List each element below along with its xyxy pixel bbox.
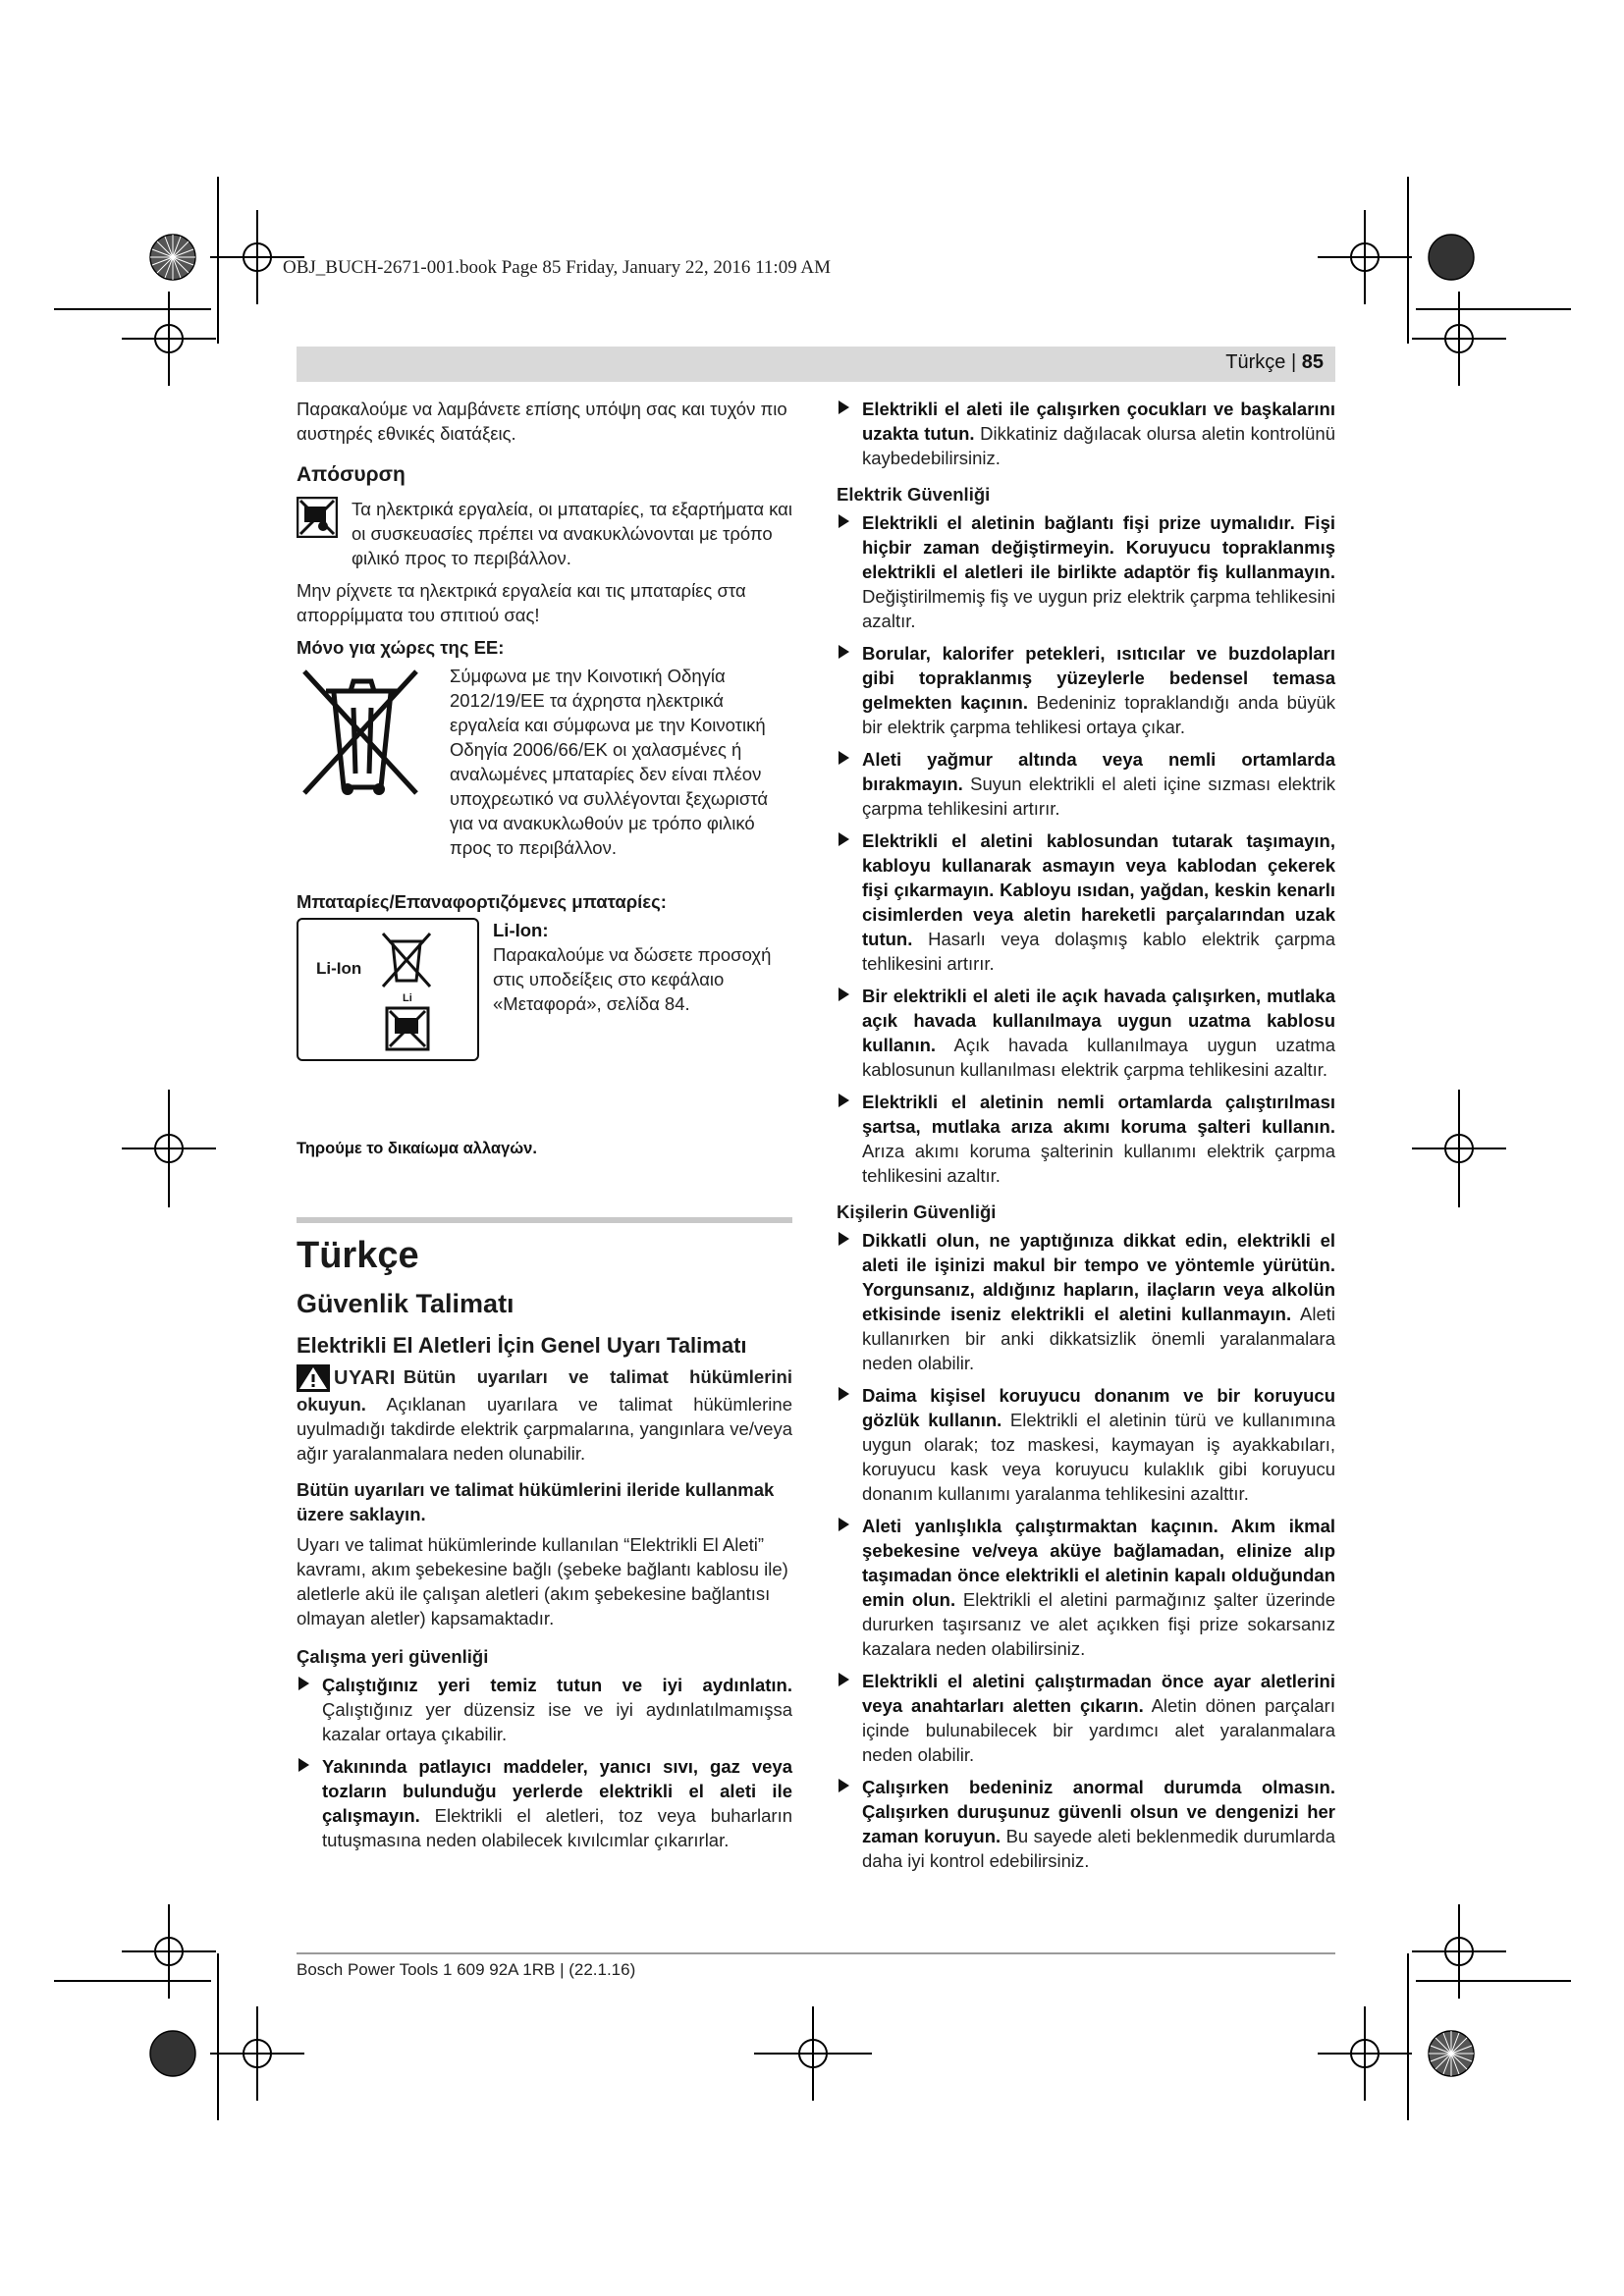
liion-title: Li-Ion:: [493, 920, 549, 940]
safety-title: Güvenlik Talimatı: [297, 1289, 514, 1318]
disposal-block: [297, 497, 792, 570]
list-item: Çalıştığınız yeri temiz tutun ve iyi aydınlatın. Çalıştığınız yer düzensiz ise ve iyi aydınlatılmamışsa kazalar ortaya çıkabilir.: [297, 1673, 792, 1746]
eu-heading: Μόνο για χώρες της ΕΕ:: [297, 637, 505, 658]
household-text: Μην ρίχνετε τα ηλεκτρικά εργαλεία και τις μπαταρίες στα απορρίμματα του σπιτιού σας!: [297, 580, 746, 625]
header-separator: |: [1290, 351, 1297, 373]
list-item: Yakınında patlayıcı maddeler, yanıcı sıvı, gaz veya tozların bulunduğu yerlerde elektrikli el aleti ile çalışmayın. Elektrikli el aletleri, toz veya buharların tutuşmasına neden olabilecek kıvılcımlar çıkarırlar.: [297, 1754, 792, 1852]
warning-text: Açıklanan uyarılara ve talimat hükümlerine uyulmadığı takdirde elektrik çarpmalarına, yangınlara ve/veya ağır yaralanmalara neden olunabilir.: [297, 1394, 792, 1464]
list-item: Elektrikli el aletinin nemli ortamlarda çalıştırılması şartsa, mutlaka arıza akımı koruma şalteri kullanın. Arıza akımı koruma şalterinin kullanımı elektrik çarpma tehlikesini azaltır.: [837, 1090, 1335, 1188]
list-item: Daima kişisel koruyucu donanım ve bir koruyucu gözlük kullanın. Elektrikli el aletinin türü ve kullanımına uygun olarak; toz maskesi, kaymayan iş ayakkabıları, koruyucu kask veya koruyucu kulaklık gibi koruyucu donanım kullanımı yaralanma tehlikesini azalttır.: [837, 1383, 1335, 1506]
disposal-text: Τα ηλεκτρικά εργαλεία, οι μπαταρίες, τα εξαρτήματα και οι συσκευασίες πρέπει να ανακυκλώνονται με τρόπο φιλικό προς το περιβάλλον.: [352, 499, 792, 568]
header-text: [1225, 351, 1324, 374]
right-column: [837, 397, 1335, 1881]
page-number: 85: [1301, 351, 1324, 373]
warning-bold: Bütün uyarıları ve talimat hükümlerini okuyun.: [297, 1366, 792, 1415]
disposal-heading: Απόσυρση: [297, 463, 406, 486]
list-item: Elektrikli el aleti ile çalışırken çocukları ve başkalarını uzakta tutun. Dikkatiniz dağılacak olursa aletin kontrolünü kaybedebilirsiniz.: [837, 397, 1335, 470]
crossed-bin-icon: [297, 664, 424, 801]
left-column: [297, 397, 792, 1860]
crossed-battery-bin-icon: [379, 930, 434, 992]
list-item: Çalışırken bedeniniz anormal durumda olmasın. Çalışırken duruşunuz güvenli olsun ve dengenizi her zaman koruyun. Bu sayede aleti beklenmedik durumlarda daha iyi kontrol edebilirsiniz.: [837, 1775, 1335, 1873]
warning-paragraph: [297, 1364, 792, 1466]
list-item: Dikkatli olun, ne yaptığınıza dikkat edin, elektrikli el aleti ile işinizi makul bir tempo ve yöntemle yürütün. Yorgunsanız, aldığınız hapların, ilaçların veya alkolün etkisinde iseniz elektrikli el aletini kullanmayın. Aleti kullanırken bir anki dikkatsizlik önemli yaralanmalara neden olabilir.: [837, 1228, 1335, 1375]
greek-intro: Παρακαλούμε να λαμβάνετε επίσης υπόψη σας και τυχόν πιο αυστηρές εθνικές διατάξεις.: [297, 399, 787, 444]
list-item: Borular, kalorifer petekleri, ısıtıcılar ve buzdolapları gibi topraklanmış yüzeylerle bedensel temasa gelmekten kaçının. Bedeniniz topraklandığı anda büyük bir elektrik çarpma tehlikesi ortaya çıkar.: [837, 641, 1335, 739]
liion-text: Παρακαλούμε να δώσετε προσοχή στις υποδείξεις στο κεφάλαιο «Μεταφορά», σελίδα 84.: [493, 944, 772, 1014]
warning-triangle-icon: [297, 1364, 330, 1392]
battery-heading: Μπαταρίες/Επαναφορτιζόμενες μπαταρίες:: [297, 891, 667, 912]
warning-word: UYARI: [334, 1366, 396, 1389]
slug-line: OBJ_BUCH-2671-001.book Page 85 Friday, January 22, 2016 11:09 AM: [283, 257, 832, 278]
eu-block: [297, 664, 792, 860]
keep-instructions: Bütün uyarıları ve talimat hükümlerini ileride kullanmak üzere saklayın.: [297, 1479, 775, 1524]
list-item: Elektrikli el aletini çalıştırmadan önce ayar aletlerini veya anahtarları aletten çıkarın. Aletin dönen parçaları içinde bulunabilecek bir yardımcı alet yaralanmalara neden olabilir.: [837, 1669, 1335, 1767]
section-divider: [297, 1217, 792, 1223]
electrical-heading: Elektrik Güvenliği: [837, 484, 991, 505]
liion-icon-label: Li: [403, 992, 412, 1004]
definition-text: Uyarı ve talimat hükümlerinde kullanılan “Elektrikli El Aleti” kavramı, akım şebekesine bağlı (şebeke bağlantı kablosu ile) aletlerle akü ile çalışan aletleri (akım şebekesine bağlantısı olmayan aletler) kapsamaktadır.: [297, 1534, 788, 1629]
liion-box-label: Li-Ion: [316, 959, 362, 978]
page-header: [297, 347, 1335, 382]
list-item: Elektrikli el aletinin bağlantı fişi prize uymalıdır. Fişi hiçbir zaman değiştirmeyin. Koruyucu topraklanmış elektrikli el aletleri ile birlikte adaptör fiş kullanmayın. Değiştirilmemiş fiş ve uygun priz elektrik çarpma tehlikesini azaltır.: [837, 510, 1335, 633]
battery-block: [297, 918, 792, 1061]
liion-symbol-box: [297, 918, 479, 1061]
footer-text: Bosch Power Tools 1 609 92A 1RB | (22.1.16): [297, 1960, 636, 1979]
rights-notice: Τηρούμε το δικαίωμα αλλαγών.: [297, 1140, 537, 1157]
list-item: Elektrikli el aletini kablosundan tutarak taşımayın, kabloyu kullanarak asmayın veya kablodan çekerek fişi çıkarmayın. Kabloyu ısıdan, yağdan, keskin kenarlı cisimlerden veya aletin hareketli parçalarından uzak tutun. Hasarlı veya dolaşmış kablo elektrik çarpma tehlikesini artırır.: [837, 828, 1335, 976]
recycle-crossed-box-icon: [297, 497, 338, 538]
language-title: Türkçe: [297, 1235, 419, 1276]
list-item: Aleti yağmur altında veya nemli ortamlarda bırakmayın. Suyun elektrikli el aleti içine sızması elektrik çarpma tehlikesini artırır.: [837, 747, 1335, 821]
personal-heading: Kişilerin Güvenliği: [837, 1201, 997, 1222]
warning-badge: [297, 1364, 396, 1392]
workplace-heading: Çalışma yeri güvenliği: [297, 1646, 489, 1667]
list-item: Bir elektrikli el aleti ile açık havada çalışırken, mutlaka açık havada kullanılmaya uygun uzatma kablosu kullanın. Açık havada kullanılmaya uygun uzatma kablosunun kullanılması elektrik çarpma tehlikesini azaltır.: [837, 984, 1335, 1082]
general-warnings-title: Elektrikli El Aletleri İçin Genel Uyarı Talimatı: [297, 1333, 747, 1358]
footer-rule: [297, 1952, 1335, 1954]
eu-text: Σύμφωνα με την Κοινοτική Οδηγία 2012/19/ΕΕ τα άχρηστα ηλεκτρικά εργαλεία και σύμφωνα με την Κοινοτική Οδηγία 2006/66/ΕΚ οι χαλασμένες ή αναλωμένες μπαταρίες δεν είναι πλέον υποχρεωτικό να συλλέγονται ξεχωριστά για να ανακυκλωθούν με τρόπο φιλικό προς το περιβάλλον.: [450, 666, 769, 858]
recycle-battery-icon: [385, 1006, 430, 1051]
header-language: Türkçe: [1225, 351, 1286, 373]
list-item: Aleti yanlışlıkla çalıştırmaktan kaçının. Akım ikmal şebekesine ve/veya aküye bağlamadan, elinize alıp taşımadan önce elektrikli el aletinin kapalı olduğundan emin olun. Elektrikli el aletini parmağınız şalter üzerinde dururken taşırsanız ve alet açıkken fişi prize sokarsanız kazalara neden olabilirsiniz.: [837, 1514, 1335, 1661]
